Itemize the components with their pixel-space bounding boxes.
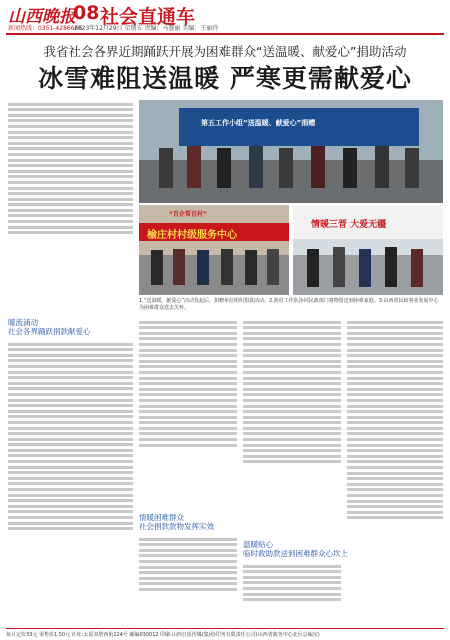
photo-banner-service-center: 榆庄村村级服务中心 <box>147 230 237 241</box>
column-title: 社会直通车 <box>100 6 196 28</box>
page-number: 08 <box>73 2 100 24</box>
newspaper-logo: 山西晚报 <box>8 7 76 27</box>
dateline: 2023年12月29日 星期五 责编：马慧丽 美编：王丽玲 <box>74 25 219 32</box>
photo-village-service-center-image <box>139 205 289 295</box>
lower-left-text <box>8 340 133 620</box>
photo-banner-love: 情暖三晋 大爱无疆 <box>311 220 387 230</box>
photo-banner-bqbc: “百企帮百村” <box>169 211 207 218</box>
center-column-upper-text <box>243 318 341 540</box>
photo-village-service-center <box>139 205 289 295</box>
masthead <box>0 0 450 36</box>
center-column-lower-text <box>243 562 341 620</box>
photo-donation-ceremony <box>139 100 443 203</box>
section-heading-1 <box>8 318 133 336</box>
photo-banner-donation: 第五工作小组“送温暖、献爱心”捐赠 <box>201 119 316 127</box>
photo-caption: 1.“送温暖、献爱心”活动发起后，捐赠单位组织捐款活动。2.焦村工作队协同民政部门将物资送到困难家庭。3.山西省民政事业发展中心为困难群众送去关怀。 <box>139 298 439 311</box>
page-footer: 每月定价33元 零售价1.50元 社址:太原双塔西街124号 邮编030012 印刷:山西日报传媒(集团)印务有限责任公司(山西省政务中心北区总编室) <box>6 628 444 638</box>
section-heading-2-text: 情暖困难群众 社会捐款款物发挥实效 <box>139 513 214 531</box>
photo-relief-supplies <box>293 205 443 295</box>
photo-donation-ceremony-image <box>139 100 443 203</box>
news-hotline: 新闻热线：0351-4286666 <box>8 25 83 32</box>
masthead-divider <box>6 33 444 35</box>
left-column-text <box>8 100 133 300</box>
section-heading-3-text: 温暖贴心 临时救助款送到困难群众心坎上 <box>243 540 348 558</box>
article-subhead: 我省社会各界近期踊跃开展为困难群众“送温暖、献爱心”捐助活动 <box>43 44 407 59</box>
section-heading-1-text: 暖流涌动 社会各界踊跃捐款献爱心 <box>8 318 91 336</box>
right-column-text <box>347 318 443 620</box>
middle-column-upper-text <box>139 318 237 513</box>
middle-column-lower-text <box>139 535 237 620</box>
article-headline: 冰雪难阻送温暖 严寒更需献爱心 <box>38 64 412 93</box>
section-heading-2 <box>139 513 237 531</box>
